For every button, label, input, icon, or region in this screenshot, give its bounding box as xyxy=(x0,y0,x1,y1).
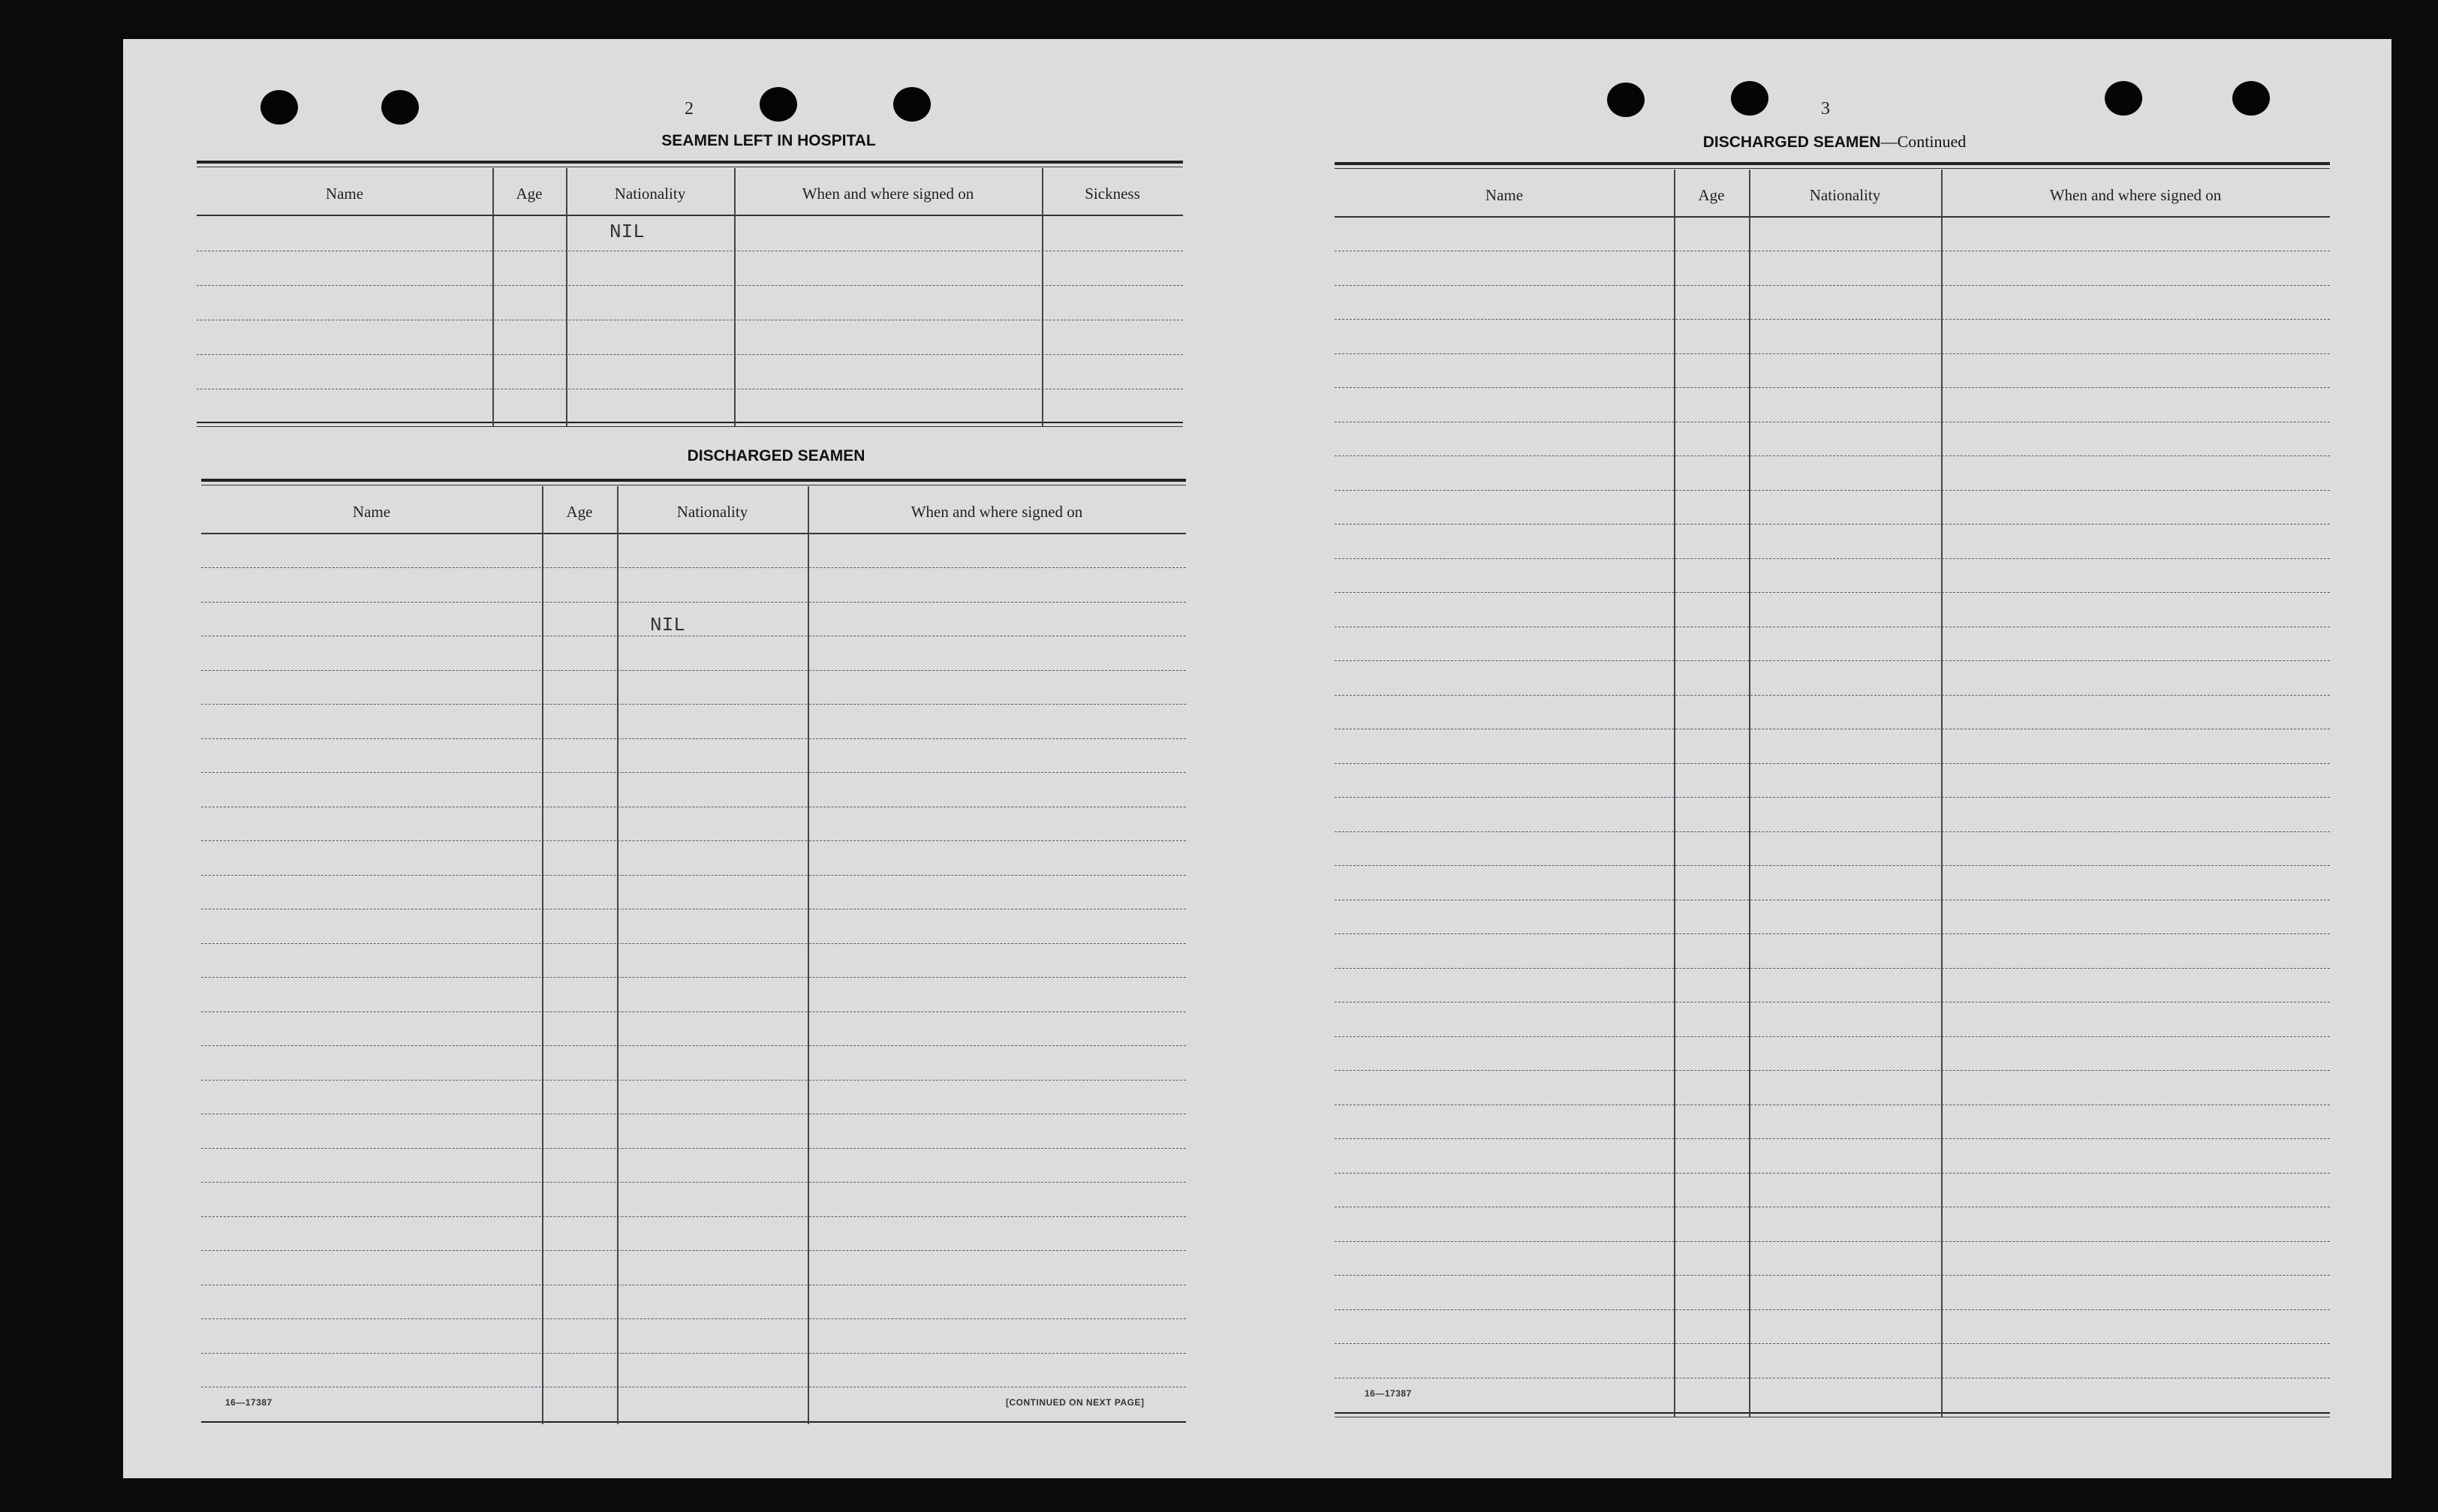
ruled-row-line xyxy=(201,977,1186,978)
ruled-row-line xyxy=(1335,763,2330,764)
form-number-left: 16—17387 xyxy=(225,1397,272,1408)
ruled-row-line xyxy=(201,567,1186,568)
continued-note: [CONTINUED ON NEXT PAGE] xyxy=(1006,1397,1145,1408)
ruled-row-line xyxy=(1335,455,2330,456)
hospital-header-age: Age xyxy=(516,185,543,203)
ruled-row-line xyxy=(1335,831,2330,832)
punch-hole xyxy=(1731,81,1768,116)
ruled-row-line xyxy=(201,943,1186,944)
punch-hole xyxy=(760,87,797,122)
discharged-right-header-signed-on: When and where signed on xyxy=(2049,186,2222,204)
discharged-header-name: Name xyxy=(352,503,391,521)
ruled-row-line xyxy=(1335,1309,2330,1310)
ruled-row-line xyxy=(1335,1036,2330,1037)
discharged-continued-title xyxy=(1609,132,2060,152)
ruled-row-line xyxy=(1335,285,2330,286)
hospital-nil-entry: NIL xyxy=(610,221,645,243)
ruled-row-line xyxy=(1335,1275,2330,1276)
discharged-right-header-age: Age xyxy=(1698,186,1725,204)
punch-hole xyxy=(893,87,931,122)
ruled-row-line xyxy=(201,1318,1186,1319)
ruled-row-line xyxy=(201,738,1186,739)
punch-hole xyxy=(2105,81,2142,116)
ruled-row-line xyxy=(201,602,1186,603)
ruled-row-line xyxy=(201,1045,1186,1046)
page-number-right: 3 xyxy=(1821,99,1830,119)
ruled-row-line xyxy=(201,875,1186,876)
ruled-row-line xyxy=(201,840,1186,841)
ruled-row-line xyxy=(201,772,1186,773)
ruled-row-line xyxy=(201,1080,1186,1081)
ruled-row-line xyxy=(201,1216,1186,1217)
discharged-right-header-name: Name xyxy=(1485,186,1524,204)
ruled-row-line xyxy=(1335,1070,2330,1071)
discharged-continued-title-main: DISCHARGED SEAMEN xyxy=(1702,134,1881,151)
hospital-header-sickness: Sickness xyxy=(1085,185,1140,203)
hospital-table xyxy=(197,161,1183,468)
punch-hole xyxy=(2232,81,2270,116)
discharged-nil-entry: NIL xyxy=(650,614,685,636)
ruled-row-line xyxy=(1335,558,2330,559)
ruled-row-line xyxy=(1335,353,2330,354)
punch-hole xyxy=(260,90,298,125)
ruled-row-line xyxy=(1335,490,2330,491)
discharged-header-nationality: Nationality xyxy=(676,503,748,521)
ruled-row-line xyxy=(201,1250,1186,1251)
discharged-header-signed-on: When and where signed on xyxy=(910,503,1083,521)
ruled-row-line xyxy=(1335,592,2330,593)
ruled-row-line xyxy=(201,704,1186,705)
ruled-row-line xyxy=(1335,968,2330,969)
hospital-header-nationality: Nationality xyxy=(614,185,686,203)
ruled-row-line xyxy=(1335,1173,2330,1174)
ruled-row-line xyxy=(1335,1138,2330,1139)
hospital-section-title: SEAMEN LEFT IN HOSPITAL xyxy=(661,132,876,149)
ruled-row-line xyxy=(201,1353,1186,1354)
discharged-table-right xyxy=(1335,162,2330,1423)
punch-hole xyxy=(1607,83,1645,117)
punch-hole xyxy=(381,90,419,125)
ruled-row-line xyxy=(1335,1343,2330,1344)
ruled-row-line xyxy=(1335,387,2330,388)
ruled-row-line xyxy=(1335,1241,2330,1242)
page-number-left: 2 xyxy=(685,99,694,119)
discharged-right-header-nationality: Nationality xyxy=(1809,186,1881,204)
ruled-row-line xyxy=(1335,797,2330,798)
hospital-header-name: Name xyxy=(325,185,364,203)
ruled-row-line xyxy=(1335,865,2330,866)
ruled-row-line xyxy=(1335,660,2330,661)
ruled-row-line xyxy=(1335,933,2330,934)
continued-suffix: —Continued xyxy=(1880,132,1967,151)
ruled-row-line xyxy=(201,1182,1186,1183)
ruled-row-line xyxy=(1335,524,2330,525)
ruled-row-line xyxy=(1335,695,2330,696)
ruled-row-line xyxy=(201,670,1186,671)
discharged-header-age: Age xyxy=(566,503,593,521)
hospital-header-signed-on: When and where signed on xyxy=(802,185,974,203)
document-sheet xyxy=(123,39,2391,1478)
discharged-section-title: DISCHARGED SEAMEN xyxy=(687,447,865,464)
ruled-row-line xyxy=(201,1148,1186,1149)
form-number-right: 16—17387 xyxy=(1365,1388,1412,1399)
discharged-table-left xyxy=(201,479,1186,1432)
ruled-row-line xyxy=(1335,319,2330,320)
